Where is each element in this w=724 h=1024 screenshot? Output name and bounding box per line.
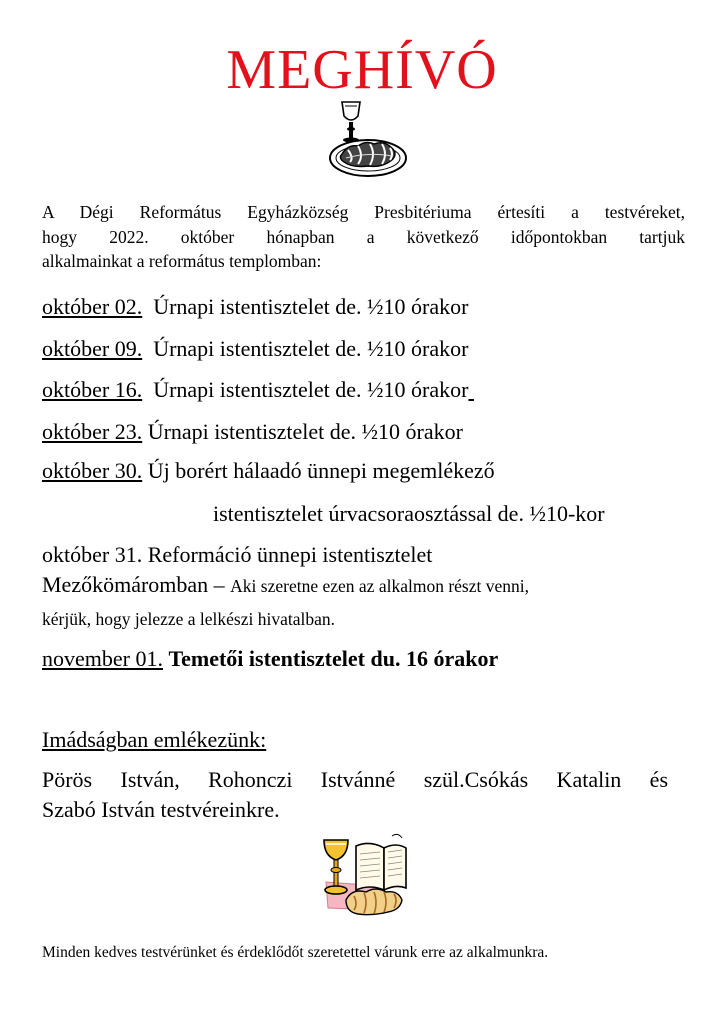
reformation-place: Mezőkömáromban (42, 572, 209, 597)
schedule-date: október 23. (42, 419, 143, 444)
schedule-text: Úrnapi istentisztelet de. ½10 órakor (153, 294, 469, 319)
schedule-text: Úrnapi istentisztelet de. ½10 órakor (147, 419, 463, 444)
memorial-names (42, 765, 668, 825)
november-date: november 01. (42, 646, 163, 671)
reformation-note-2: kérjük, hogy jelezze a lelkészi hivatalban. (42, 609, 335, 629)
reformation-dash: – (208, 572, 231, 597)
schedule-text: Úrnapi istentisztelet de. ½10 órakor (153, 377, 469, 402)
schedule-text: Úrnapi istentisztelet de. ½10 órakor (153, 336, 469, 361)
november-text: Temetői istentisztelet du. 16 órakor (168, 646, 499, 671)
schedule-text: Új borért hálaadó ünnepi megemlékező (147, 458, 495, 483)
schedule-date: október 09. (42, 336, 143, 361)
page-title: MEGHÍVÓ (226, 39, 498, 101)
footer-text: Minden kedves testvérünket és érdeklődőt szeretettel várunk erre az alkalmunkra. (42, 944, 549, 961)
schedule-date: október 16. (42, 377, 143, 402)
schedule-row (42, 335, 468, 363)
schedule-continuation: istentisztelet úrvacsoraosztással de. ½10-kor (213, 501, 605, 526)
schedule-row (42, 457, 495, 485)
intro-line-2: hogy 2022. október hónapban a következő időpontokban tartjuk (42, 226, 685, 247)
schedule-row (42, 376, 474, 404)
reformation-line: október 31. Reformáció ünnepi istentisztelet (42, 542, 433, 567)
intro-paragraph (42, 200, 685, 274)
reformation-place-line (42, 571, 529, 600)
intro-line-3: alkalmainkat a református templomban: (42, 251, 322, 271)
schedule-date: október 30. (42, 458, 143, 483)
memorial-line-2: Szabó István testvéreinkre. (42, 797, 280, 822)
schedule-date: október 02. (42, 294, 143, 319)
chalice-and-bread-icon (328, 98, 408, 184)
schedule-row (42, 293, 468, 321)
memorial-heading: Imádságban emlékezünk: (42, 727, 267, 752)
memorial-line-1: Pörös István, Rohonczi Istvánné szül.Csókás Katalin és (42, 767, 668, 792)
reformation-note-1: Aki szeretne ezen az alkalmon részt venni, (230, 576, 529, 596)
intro-line-1: A Dégi Református Egyházközség Presbitériuma értesíti a testvéreket, (42, 202, 685, 222)
november-row (42, 645, 498, 673)
chalice-bible-bread-icon (318, 830, 410, 922)
schedule-row (42, 418, 463, 446)
